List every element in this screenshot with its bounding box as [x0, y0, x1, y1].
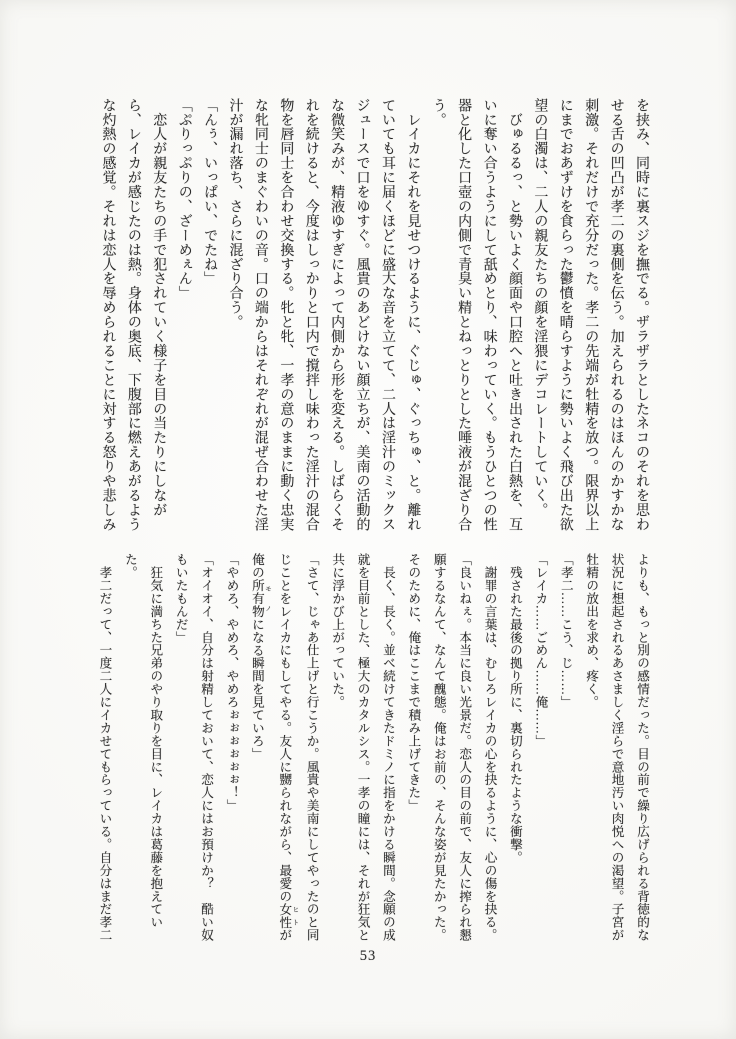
text-column: ら、レイカが感じたのは熱。身体の奥底、下腹部に燃えあがるよう — [125, 98, 141, 532]
text-column: レイカにそれを見せつけるように、ぐじゅ、ぐっちゅ、と。離れ — [405, 98, 421, 532]
text-column: 「んぅ、いっぱい、でたね」 — [202, 98, 218, 286]
text-column: 望の白濁は、二人の親友たちの顔を淫猥にデコレートしていく。 — [532, 98, 548, 518]
text-column: いに奪い合うようにして舐めとり、味わっていく。もうひとつの性 — [481, 98, 497, 532]
text-column: ジュースで口をゆすぐ。風貴のあどけない顔立ちが、美南の活動的 — [354, 98, 370, 532]
text-column: 「ぷりっぷりの、ざーめぇん」 — [176, 98, 192, 301]
text-column: 「オイオイ、自分は射精しておいて、恋人にはお預けか？ 酷い奴 — [199, 553, 214, 942]
text-column: な牝同士のまぐわいの音。口の端からはそれぞれが混ぜ合わせた淫 — [252, 98, 268, 532]
text-column: 孝二だって、一度二人にイカせてもらっている。自分はまだ孝二 — [97, 553, 112, 942]
text-column: な灼熱の感覚。それは恋人を辱められることに対する怒りや悲しみ — [100, 98, 116, 532]
top-text-block — [92, 98, 654, 538]
text-column: 謝罪の言葉は、むしろレイカの心を抉るように、心の傷を抉る。 — [482, 553, 497, 942]
text-column: 「やめろ、やめろ、やめろぉぉぉぉぉぉ！」 — [224, 553, 239, 812]
text-column: う。 — [430, 98, 446, 127]
text-column: 汁が漏れ落ち、さらに混ざり合う。 — [227, 98, 243, 330]
text-column: 「さて、じゃあ仕上げと行こうか。風貴や美南にしてやったのと同 — [304, 553, 319, 942]
text-column: 就を目前とした、極大のカタルシス。一孝の瞳には、それが狂気と — [355, 553, 370, 942]
bottom-text-block — [92, 553, 654, 947]
text-column: 状況に想起されるあさましく淫らで意地汚い肉悦への渇望。子宮が — [609, 553, 624, 942]
text-column: 器と化した口壺の内側で青臭い精とねっとりとした唾液が混ざり合 — [456, 98, 472, 532]
text-column: 願するなんて、なんて醜態。俺はお前の、そんな姿が見たかった。 — [431, 553, 446, 942]
text-column: 「レイカ……ごめん……俺……」 — [533, 553, 548, 748]
text-column: 刺激。それだけで充分だった。孝二の先端が牡精を放つ。限界以上 — [583, 98, 599, 532]
text-column: 「良いねぇ。本当に良い光景だ。恋人の目の前で、友人に搾られ懇 — [457, 553, 472, 942]
page-number: 53 — [359, 948, 377, 964]
text-column: た。 — [122, 553, 137, 579]
text-column: ていても耳に届くほどに盛大な音を立てて、二人は淫汁のミックス — [379, 98, 395, 532]
text-column: 共に浮かび上がっていた。 — [330, 553, 345, 709]
text-column: 長く、長く。並べ続けてきたドミノに指をかける瞬間。念願の成 — [380, 553, 395, 942]
text-column: な微笑みが、精液ゆすぎによって内側から形を変える。しばらくそ — [329, 98, 345, 532]
text-column: びゅるるっ、と勢いよく顔面や口腔へと吐き出された白熱を、互 — [506, 98, 522, 532]
text-column: れを続けると、今度はしっかりと口内で撹拌し味わった淫汁の混合 — [303, 98, 319, 532]
text-column: そのために、俺はここまで積み上げてきた」 — [406, 553, 421, 812]
text-column: にまでおあずけを食らった鬱憤を晴らすように勢いよく飛び出た欲 — [557, 98, 573, 532]
text-column: 狂気に満ちた兄弟のやり取りを目に、レイカは葛藤を抱えてい — [148, 553, 163, 929]
text-column: 恋人が親友たちの手で犯されていく様子を目の当たりにしなが — [151, 98, 167, 518]
text-column: もいたもんだ」 — [173, 553, 188, 644]
text-column: を挟み、同時に裏スジを撫でる。ザラザラとしたネコのそれを思わ — [634, 98, 649, 532]
text-column: よりも、もっと別の感情だった。目の前で繰り広げられる背徳的な — [635, 553, 649, 942]
text-column: せる舌の凹凸が孝二の裏側を伝う。加えられるのはほんのかすかな — [608, 98, 624, 532]
text-column: 物を唇同士を合わせ交換する。牝と牝、一孝の意のままに動く忠実 — [278, 98, 294, 532]
text-column: じことをレイカにもしてやる。友人に嬲られながら、最愛の女性 ヒトが — [277, 553, 299, 942]
text-column: 残された最後の拠り所に、裏切られたような衝撃。 — [507, 553, 522, 864]
text-column: 俺の所有物 モノになる瞬間を見ていろ」 — [249, 553, 271, 761]
text-column: 牡精の放出を求め、疼く。 — [584, 553, 599, 709]
text-column: 「孝二……こう、じ……」 — [558, 553, 573, 709]
